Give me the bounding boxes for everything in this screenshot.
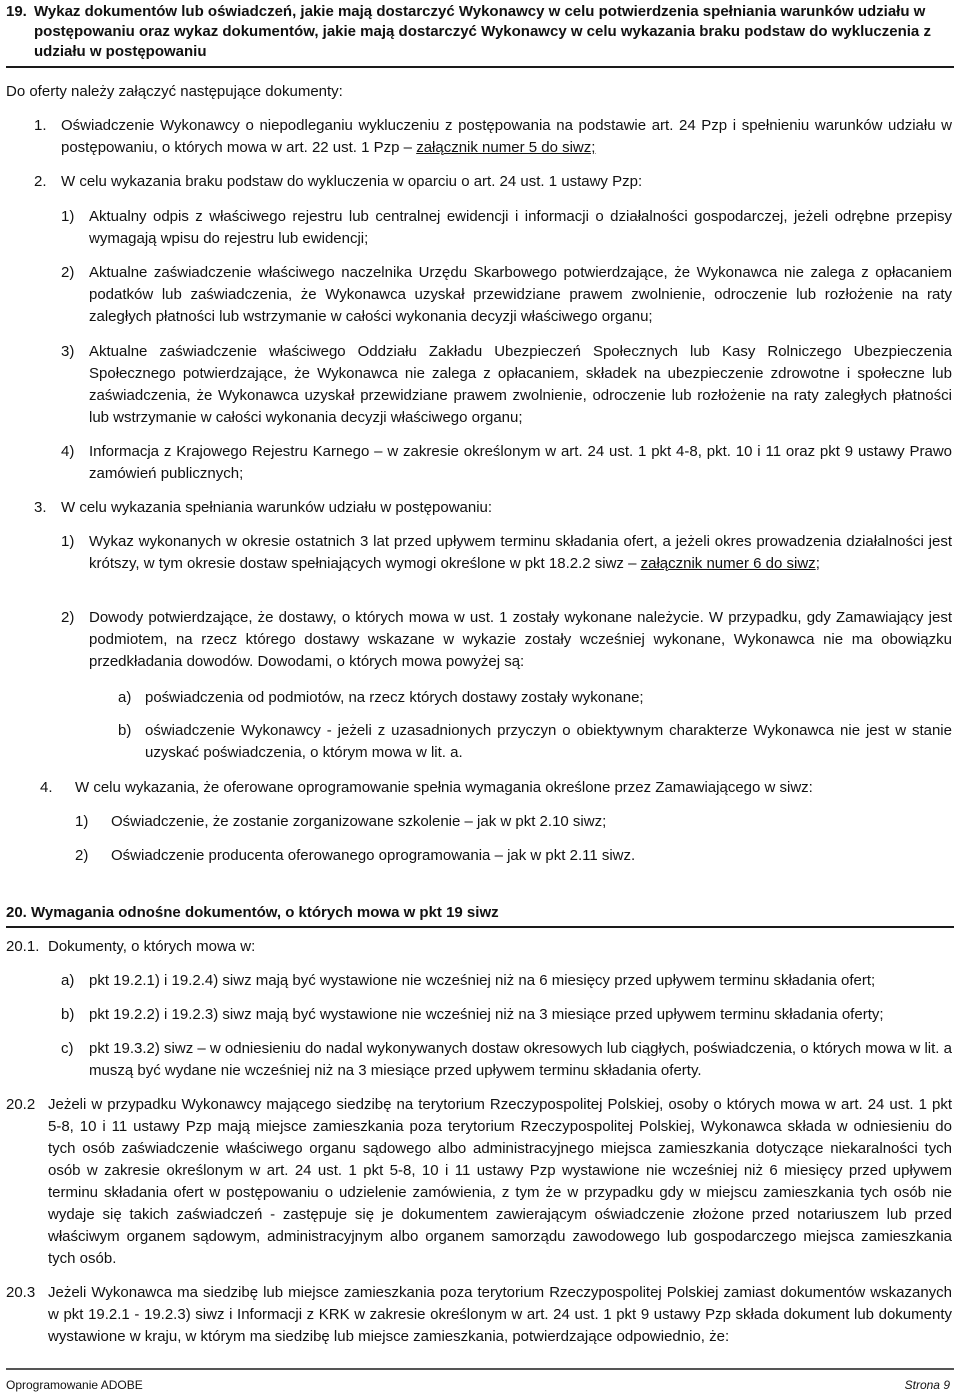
item-text: W celu wykazania spełniania warunków udziału w postępowaniu: — [61, 499, 493, 516]
letter-text: pkt 19.3.2) siwz – w odniesieniu do nadal wykonywanych dostaw okresowych lub ciągłych, poświadczenia, o których mowa w lit. a muszą być wydane nie wcześniej niż na 3 miesiące przed upływem terminu składania oferty. — [89, 1040, 952, 1079]
subitem-text: Oświadczenie producenta oferowanego oprogramowania – jak w pkt 2.11 siwz. — [111, 847, 636, 864]
section-19-heading — [6, 2, 954, 62]
paragraph-text: Dokumenty, o których mowa w: — [48, 938, 256, 955]
subitem-number: 3) — [61, 343, 75, 360]
annex-link[interactable]: załącznik numer 5 do siwz; — [416, 139, 596, 156]
letter-number: a) — [61, 972, 75, 989]
subitem-number: 1) — [75, 813, 89, 830]
item-text: Wykaz wykonanych w okresie ostatnich 3 lat przed upływem terminu składania ofert, a jeżeli okres prowadzenia działalności jest krótszy, w tym okresie dostaw spełniających wymogi określone w pkt 18.2.2 siwz – — [89, 533, 952, 572]
annex-link[interactable]: załącznik numer 6 do siwz — [640, 555, 816, 572]
paragraph-number: 20.2 — [6, 1096, 36, 1113]
subitem-text: Aktualne zaświadczenie właściwego naczelnika Urzędu Skarbowego potwierdzające, że Wykonawca nie zalega z opłacaniem podatków lub zaświadczenia, że Wykonawca uzyskał przewidziane prawem zwolnienie, odroczenie lub rozłożenie na raty zaległych płatności lub wstrzymanie w całości wykonania decyzji właściwego organu; — [89, 264, 952, 325]
subitem-text: Aktualny odpis z właściwego rejestru lub centralnej ewidencji i informacji o działalności gospodarczej, jeżeli odrębne przepisy wymagają wpisu do rejestru lub ewidencji; — [89, 208, 952, 247]
subitem-number: 2) — [75, 847, 89, 864]
subitem-number: 2) — [61, 609, 75, 626]
intro-text: Do oferty należy załączyć następujące dokumenty: — [6, 83, 343, 100]
subitem-number: 2) — [61, 264, 75, 281]
item-number: 4. — [40, 779, 53, 796]
letter-number: c) — [61, 1040, 74, 1057]
section-number: 19. — [6, 3, 27, 20]
section-title: Wykaz dokumentów lub oświadczeń, jakie mają dostarczyć Wykonawcy w celu potwierdzenia spełniania warunków udziału w postępowaniu oraz wykaz dokumentów, jakie mają dostarczyć Wykonawcy w celu wykazania braku podstaw do wykluczenia z udziału w postępowaniu — [34, 3, 931, 60]
subitem-text — [89, 531, 952, 575]
list-item — [61, 115, 952, 159]
item-number: 2. — [34, 173, 47, 190]
letter-number: b) — [118, 722, 132, 739]
paragraph-number: 20.3 — [6, 1284, 36, 1301]
subitem-number: 1) — [61, 533, 75, 550]
paragraph-text: Jeżeli Wykonawca ma siedzibę lub miejsce zamieszkania poza terytorium Rzeczypospolitej Polskiej zamiast dokumentów wskazanych w pkt 19.2.1 - 19.2.3) siwz i Informacji z KRK w zakresie określonym w art. 24 ust. 1 pkt 9 ustawy Pzp składa dokument lub dokumenty wystawione w kraju, w którym ma siedzibę lub miejsce zamieszkania, potwierdzające odpowiednio, że: — [48, 1284, 952, 1345]
subitem-number: 1) — [61, 208, 75, 225]
section-20-heading: 20. Wymagania odnośne dokumentów, o których mowa w pkt 19 siwz — [6, 904, 499, 921]
punctuation: ; — [815, 555, 820, 572]
item-text: Oświadczenie Wykonawcy o niepodleganiu wykluczeniu z postępowania na podstawie art. 24 Pzp i spełnieniu warunków udziału w postępowaniu, o których mowa w art. 22 ust. 1 Pzp – — [61, 117, 952, 156]
letter-text: pkt 19.2.1) i 19.2.4) siwz mają być wystawione nie wcześniej niż na 6 miesięcy przed upływem terminu składania ofert; — [89, 972, 876, 989]
item-text: W celu wykazania braku podstaw do wykluczenia w oparciu o art. 24 ust. 1 ustawy Pzp: — [61, 173, 643, 190]
subitem-text: Oświadczenie, że zostanie zorganizowane szkolenie – jak w pkt 2.10 siwz; — [111, 813, 607, 830]
page-footer — [6, 1378, 950, 1392]
item-number: 1. — [34, 117, 47, 134]
letter-text: oświadczenie Wykonawcy - jeżeli z uzasadnionych przyczyn o obiektywnym charakterze Wykonawca nie jest w stanie uzyskać poświadczenia, o którym mowa w lit. a. — [145, 722, 952, 761]
section-divider — [6, 66, 954, 68]
letter-text: pkt 19.2.2) i 19.2.3) siwz mają być wystawione nie wcześniej niż na 3 miesiące przed upływem terminu składania oferty; — [89, 1006, 884, 1023]
letter-number: a) — [118, 689, 132, 706]
subitem-text: Informacja z Krajowego Rejestru Karnego – w zakresie określonym w art. 24 ust. 1 pkt 4-8, pkt. 10 i 11 oraz pkt 9 ustawy Prawo zamówień publicznych; — [89, 443, 952, 482]
footer-product: Oprogramowanie ADOBE — [6, 1378, 143, 1392]
subitem-text: Dowody potwierdzające, że dostawy, o których mowa w ust. 1 zostały wykonane należycie. W przypadku, gdy Zamawiający jest podmiotem, na rzecz którego dostawy wskazane w wykazie zostały wcześniej wykonane, Wykonawca nie ma obowiązku przedkładania dowodów. Dowodami, o których mowa powyżej są: — [89, 609, 952, 670]
letter-number: b) — [61, 1006, 75, 1023]
section-divider — [6, 926, 954, 928]
footer-divider — [6, 1368, 954, 1370]
page-number: Strona 9 — [904, 1378, 950, 1392]
paragraph-text: Jeżeli w przypadku Wykonawcy mającego siedzibę na terytorium Rzeczypospolitej Polskiej, osoby o których mowa w art. 24 ust. 1 pkt 5-8, 10 i 11 ustawy Pzp mają miejsce zamieszkania poza terytorium Rzeczypospolitej Polskiej, Wykonawca składa w odniesieniu do tych osób zaświadczenie właściwego organu sądowego albo administracyjnego miejsca zamieszkania dotyczące niekaralności tych osób w zakresie określonym w art. 24 ust. 1 pkt 5-8, 10 i 11 ustawy Pzp wystawione nie wcześniej niż 6 miesięcy przed upływem terminu składania ofert w postępowaniu o udzielenie zamówienia, z tym że w przypadku gdy w miejscu zamieszkania tych osób nie wydaje się takich zaświadczeń - zastępuje się je dokumentem zawierającym oświadczenie złożone przed notariuszem lub przed właściwym organem sądowym, administracyjnym albo organem samorządu zawodowego lub gospodarczego miejsca zamieszkania tych osób. — [48, 1096, 952, 1267]
item-text: W celu wykazania, że oferowane oprogramowanie spełnia wymagania określone przez Zamawiającego w siwz: — [75, 779, 813, 796]
paragraph-number: 20.1. — [6, 938, 40, 955]
subitem-text: Aktualne zaświadczenie właściwego Oddziału Zakładu Ubezpieczeń Społecznych lub Kasy Rolniczego Ubezpieczenia Społecznego potwierdzające, że Wykonawca nie zalega z opłacaniem, składek na ubezpieczenie zdrowotne i społeczne lub zaświadczenia, że Wykonawca uzyskał przewidziane prawem zwolnienie, odroczenie lub rozłożenie na raty zaległych płatności lub wstrzymanie w całości wykonania decyzji właściwego organu; — [89, 343, 952, 426]
letter-text: poświadczenia od podmiotów, na rzecz których dostawy zostały wykonane; — [145, 689, 644, 706]
item-number: 3. — [34, 499, 47, 516]
subitem-number: 4) — [61, 443, 75, 460]
